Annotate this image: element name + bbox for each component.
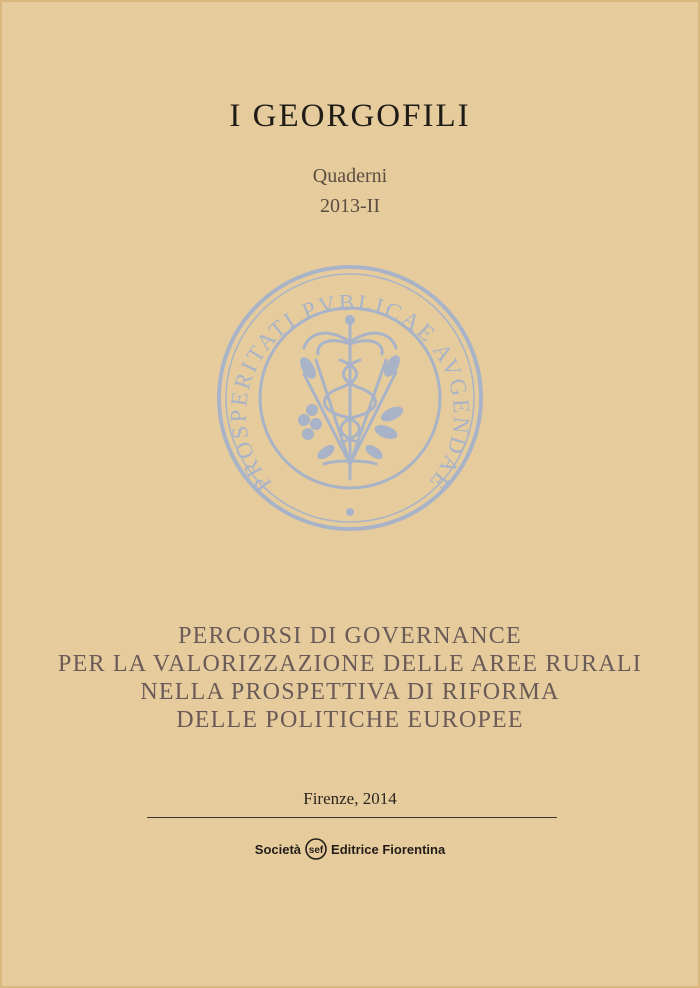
publication-place-date: Firenze, 2014 (303, 789, 397, 808)
divider-line (147, 817, 557, 818)
publisher-name-left: Società (254, 841, 302, 857)
publisher-imprint (2, 838, 698, 860)
book-title-line: DELLE POLITICHE EUROPEE (176, 707, 524, 733)
book-title-line: NELLA PROSPETTIVA DI RIFORMA (140, 679, 560, 705)
book-title-line: PER LA VALORIZZAZIONE DELLE AREE RURALI (58, 651, 642, 677)
publisher-name-right: Editrice Fiorentina (331, 841, 446, 857)
book-title-line: PERCORSI DI GOVERNANCE (178, 623, 522, 649)
svg-text:sef: sef (308, 845, 324, 856)
book-title (2, 622, 698, 734)
series-title: I GEORGOFILI (229, 98, 471, 134)
publisher-logo-icon (305, 838, 327, 860)
volume-number: 2013-II (320, 195, 380, 217)
georgofili-seal-logo (216, 264, 484, 532)
series-subtitle: Quaderni (312, 165, 388, 187)
seal-motto: PROSPERITATI PVBLICAE AVGENDAE (225, 289, 475, 496)
